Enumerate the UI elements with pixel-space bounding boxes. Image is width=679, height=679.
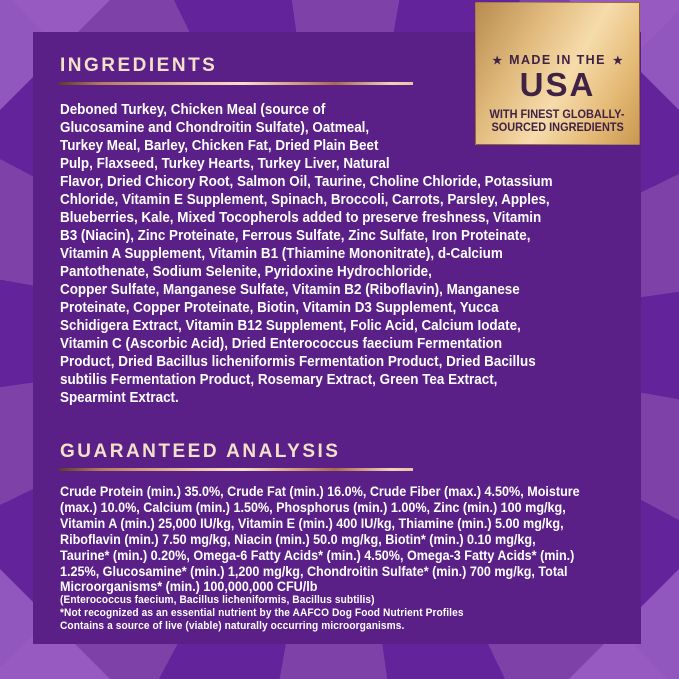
ingredients-line: Spearmint Extract. (60, 390, 179, 406)
badge-subline: SOURCED INGREDIENTS (491, 122, 624, 135)
ingredients-line: Flavor, Dried Chicory Root, Salmon Oil, Taurine, Choline Chloride, Potassium (60, 174, 553, 190)
ingredients-line: Pantothenate, Sodium Selenite, Pyridoxine Hydrochloride, (60, 264, 432, 280)
ingredients-line: Turkey Meal, Barley, Chicken Fat, Dried Plain Beet (60, 138, 379, 154)
ingredients-line: Vitamin A Supplement, Vitamin B1 (Thiamine Mononitrate), d-Calcium (60, 246, 503, 262)
star-icon: ★ (612, 54, 623, 67)
guaranteed-analysis-text (60, 484, 613, 595)
ingredients-line: Pulp, Flaxseed, Turkey Hearts, Turkey Liver, Natural (60, 156, 390, 172)
analysis-line: Crude Protein (min.) 35.0%, Crude Fat (min.) 16.0%, Crude Fiber (max.) 4.50%, Moisture (60, 484, 580, 499)
badge-made-in-the-text: MADE IN THE (509, 53, 606, 67)
guaranteed-analysis-divider (59, 468, 413, 471)
ingredients-line: Glucosamine and Chondroitin Sulfate), Oatmeal, (60, 120, 370, 136)
ingredients-heading: INGREDIENTS (60, 55, 218, 76)
analysis-line: Taurine* (min.) 0.20%, Omega-6 Fatty Acids* (min.) 4.50%, Omega-3 Fatty Acids* (min.) (60, 547, 575, 563)
guaranteed-analysis-heading: GUARANTEED ANALYSIS (60, 441, 341, 462)
ingredients-line: Product, Dried Bacillus licheniformis Fermentation Product, Dried Bacillus (60, 354, 536, 370)
ingredients-line: Schidigera Extract, Vitamin B12 Supplement, Folic Acid, Calcium Iodate, (60, 318, 521, 334)
ingredients-divider (59, 82, 413, 85)
ingredients-text (60, 101, 584, 407)
analysis-line: 1.25%, Glucosamine* (min.) 1,200 mg/kg, Chondroitin Sulfate* (min.) 700 mg/kg, Total (60, 563, 568, 579)
ingredients-line: Blueberries, Kale, Mixed Tocopherols added to preserve freshness, Vitamin (60, 210, 542, 226)
ingredients-line: Proteinate, Copper Proteinate, Biotin, Vitamin D3 Supplement, Yucca (60, 300, 499, 316)
analysis-line: (max.) 10.0%, Calcium (min.) 1.50%, Phosphorus (min.) 1.00%, Zinc (min.) 100 mg/kg, (60, 499, 566, 515)
ingredients-line: Chloride, Vitamin E Supplement, Spinach, Broccoli, Carrots, Parsley, Apples, (60, 192, 550, 208)
fine-print-line: *Not recognized as an essential nutrient by the AAFCO Dog Food Nutrient Profiles (60, 607, 464, 619)
analysis-line: Riboflavin (min.) 7.50 mg/kg, Niacin (min.) 50.0 mg/kg, Biotin* (min.) 0.10 mg/kg, (60, 531, 536, 547)
badge-subline: WITH FINEST GLOBALLY- (490, 108, 625, 121)
badge-top-line (492, 53, 622, 67)
analysis-line: Vitamin A (min.) 25,000 IU/kg, Vitamin E (min.) 400 IU/kg, Thiamine (min.) 5.00 mg/kg, (60, 515, 564, 531)
ingredients-line: Vitamin C (Ascorbic Acid), Dried Enterococcus faecium Fermentation (60, 336, 503, 352)
ingredients-line: B3 (Niacin), Zinc Proteinate, Ferrous Sulfate, Zinc Sulfate, Iron Proteinate, (60, 228, 531, 244)
badge-usa-text: USA (519, 66, 596, 103)
fine-print-line: Contains a source of live (viable) naturally occurring microorganisms. (60, 620, 405, 632)
star-icon: ★ (492, 54, 503, 67)
ingredients-line: Copper Sulfate, Manganese Sulfate, Vitamin B2 (Riboflavin), Manganese (60, 282, 520, 298)
fine-print-text (60, 594, 489, 633)
ingredients-line: Deboned Turkey, Chicken Meal (source of (60, 102, 326, 118)
ingredients-line: subtilis Fermentation Product, Rosemary Extract, Green Tea Extract, (60, 372, 498, 388)
fine-print-line: (Enterococcus faecium, Bacillus licheniformis, Bacillus subtilis) (60, 594, 375, 606)
analysis-line: Microorganisms* (min.) 100,000,000 CFU/lb (60, 579, 318, 595)
